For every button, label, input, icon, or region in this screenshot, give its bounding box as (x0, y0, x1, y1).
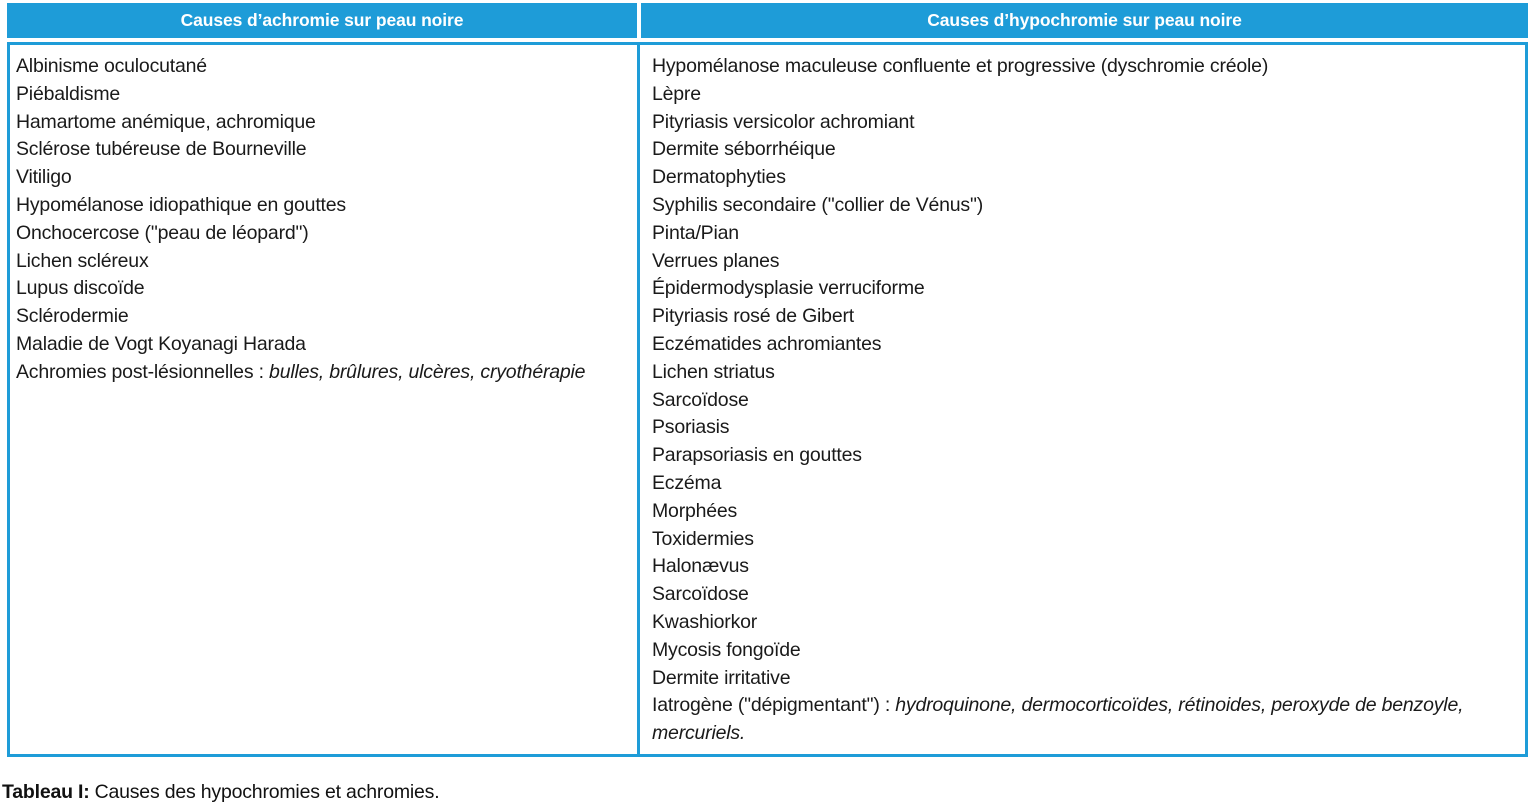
row-text: Vitiligo (16, 166, 72, 189)
table-row (652, 526, 1515, 554)
row-text: Piébaldisme (16, 82, 121, 105)
row-text-italic: hydroquinone, dermocorticoïdes, rétinoides, peroxyde de benzoyle, mercuriels. (652, 694, 1464, 745)
table-row (652, 53, 1515, 81)
table-caption (2, 781, 439, 804)
row-text: Eczématides achromiantes (652, 332, 882, 355)
column-header-achromie: Causes d’achromie sur peau noire (7, 3, 637, 38)
row-text: Sclérose tubéreuse de Bourneville (16, 138, 307, 161)
column-achromie-list (10, 45, 640, 754)
table-body (7, 42, 1528, 757)
row-text: Hypomélanose idiopathique en gouttes (16, 193, 346, 216)
caption-text: Causes des hypochromies et achromies. (94, 781, 440, 803)
caption-label: Tableau I: (2, 781, 90, 803)
table-row (652, 498, 1515, 526)
row-text: Achromies post-lésionnelles : (16, 360, 270, 383)
table-row (652, 442, 1515, 470)
row-text: Morphées (652, 499, 738, 522)
row-text: Halonævus (652, 555, 749, 578)
table-row (652, 81, 1515, 109)
row-text: Sarcoïdose (652, 388, 749, 411)
table-row (652, 637, 1515, 665)
table-row (16, 53, 627, 81)
row-text: Sclérodermie (16, 305, 129, 328)
row-text: Pityriasis versicolor achromiant (652, 110, 915, 133)
table-row (16, 303, 627, 331)
row-text: Lèpre (652, 82, 701, 105)
row-text: Dermatophyties (652, 166, 786, 189)
row-text: Lupus discoïde (16, 277, 145, 300)
row-text: Lichen scléreux (16, 249, 149, 272)
table-row (16, 359, 627, 387)
row-text: Albinisme oculocutané (16, 55, 207, 77)
row-text: Onchocercose ("peau de léopard") (16, 221, 309, 244)
column-header-hypochromie: Causes d’hypochromie sur peau noire (641, 3, 1528, 38)
row-text: Toxidermies (652, 527, 754, 550)
column-hypochromie-list (640, 45, 1525, 754)
table-row (16, 164, 627, 192)
row-text: Pinta/Pian (652, 221, 739, 244)
row-text: Syphilis secondaire ("collier de Vénus") (652, 193, 984, 216)
row-text: Dermite séborrhéique (652, 138, 836, 161)
row-text: Eczéma (652, 471, 722, 494)
row-text: Psoriasis (652, 416, 730, 439)
row-text: Sarcoïdose (652, 583, 749, 606)
table-row (652, 303, 1515, 331)
table-row (652, 136, 1515, 164)
table-row (652, 692, 1515, 748)
table-row (652, 470, 1515, 498)
row-text: Lichen striatus (652, 360, 775, 383)
table-row (652, 387, 1515, 415)
table-row (652, 331, 1515, 359)
table-row (16, 275, 627, 303)
table-row (652, 220, 1515, 248)
row-text: Dermite irritative (652, 666, 791, 689)
table-row (16, 331, 627, 359)
row-text: Hypomélanose maculeuse confluente et progressive (dyschromie créole) (652, 55, 1269, 77)
table-row (652, 164, 1515, 192)
table-row (652, 553, 1515, 581)
table-row (16, 136, 627, 164)
table-row (652, 609, 1515, 637)
table-row (652, 248, 1515, 276)
table-row (16, 248, 627, 276)
row-text: Verrues planes (652, 249, 780, 272)
row-text: Mycosis fongoïde (652, 638, 801, 661)
row-text: Parapsoriasis en gouttes (652, 444, 862, 467)
table-row (652, 109, 1515, 137)
table-row (652, 665, 1515, 693)
row-text-italic: bulles, brûlures, ulcères, cryothérapie (269, 360, 586, 383)
table-row (652, 192, 1515, 220)
causes-table (7, 3, 1528, 757)
row-text: Iatrogène ("dépigmentant") : (652, 694, 896, 717)
row-text: Maladie de Vogt Koyanagi Harada (16, 332, 306, 355)
table-row (16, 109, 627, 137)
row-text: Épidermodysplasie verruciforme (652, 277, 925, 300)
row-text: Pityriasis rosé de Gibert (652, 305, 854, 328)
table-row (652, 275, 1515, 303)
row-text: Kwashiorkor (652, 610, 758, 633)
table-row (652, 359, 1515, 387)
table-row (652, 414, 1515, 442)
table-row (16, 192, 627, 220)
table-row (16, 81, 627, 109)
table-row (652, 581, 1515, 609)
table-row (16, 220, 627, 248)
row-text: Hamartome anémique, achromique (16, 110, 316, 133)
table-header-row (7, 3, 1528, 38)
